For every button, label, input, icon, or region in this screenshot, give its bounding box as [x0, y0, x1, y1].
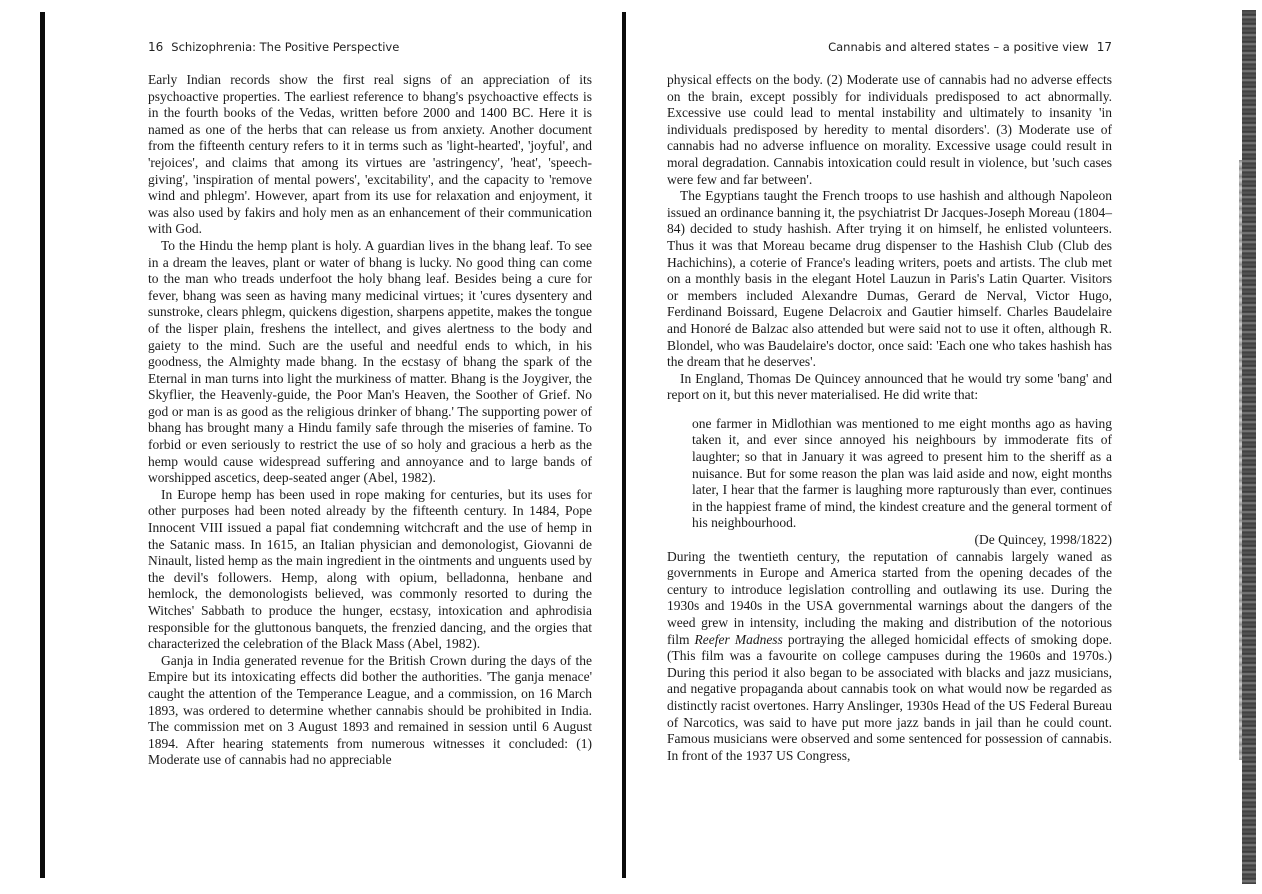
left-page — [0, 0, 625, 894]
left-paragraph-1: Early Indian records show the first real signs of an appreciation of its psychoactive properties. The earliest reference to bhang's psychoactive effects is in the fourth books of the Vedas, written before 2000 and 1400 BC. Here it is named as one of the herbs that can release us from anxiety. Another document from the fifteenth century refers to it in terms such as 'light-hearted', 'joyful', and 'rejoices', and claims that among its virtues are 'astringency', 'heat', 'speech-giving', 'inspiration of mental powers', 'excitability', and the capacity to 'remove wind and phlegm'. However, apart from its use for relaxation and enjoyment, it was also used by fakirs and holy men as an enhancement of their communication with God. — [148, 72, 592, 237]
right-paragraph-2: The Egyptians taught the French troops to use hashish and although Napoleon issued an ordinance banning it, the psychiatrist Dr Jacques-Joseph Moreau (1804–84) decided to study hashish. After trying it on himself, he enlisted volunteers. Thus it was that Moreau became drug dispenser to the Hashish Club (Club des Hachichins), a coterie of France's leading writers, poets and artists. The club met on a monthly basis in the elegant Hotel Lauzun in Paris's Latin Quarter. Visitors or members included Alexandre Dumas, Gerard de Nerval, Victor Hugo, Ferdinand Boissard, Eugene Delacroix and Gautier himself. Charles Baudelaire and Honoré de Balzac also attended but were said not to use it often, although R. Blondel, who was Baudelaire's doctor, once said: 'Each one who takes hashish has the dream that he deserves'. — [667, 188, 1112, 370]
left-page-number: 16 — [148, 40, 164, 54]
film-title: Reefer Madness — [694, 631, 783, 647]
left-running-title: Schizophrenia: The Positive Perspective — [171, 40, 400, 54]
right-text-column — [667, 72, 1112, 764]
right-page-number: 17 — [1096, 40, 1112, 54]
paragraph-4-end: portraying the alleged homicidal effects of smoking dope. (This film was a favourite on college campuses during the 1960s and 1970s.) During this period it also began to be associated with blacks and jazz musicians, and negative propaganda about cannabis took on what would now be regarded as distinctly racist overtones. Harry Anslinger, 1930s Head of the US Federal Bureau of Narcotics, was said to have put more jazz bands in jail than he could count. Famous musicians were observed and some sentenced for possession of cannabis. In front of the 1937 US Congress, — [667, 631, 1112, 763]
right-paragraph-4 — [667, 549, 1112, 765]
left-paragraph-4: Ganja in India generated revenue for the British Crown during the days of the Empire but its intoxicating effects did bother the authorities. 'The ganja menace' caught the attention of the Temperance League, and a commission, on 16 March 1893, was ordered to determine whether cannabis should be prohibited in India. The commission met on 3 August 1893 and remained in session until 6 August 1894. After hearing statements from numerous witnesses it concluded: (1) Moderate use of cannabis had no appreciable — [148, 652, 592, 768]
right-paragraph-1: physical effects on the body. (2) Moderate use of cannabis had no adverse effects on the brain, except possibly for individuals predisposed to act abnormally. Excessive use could lead to mental instability and ultimately to insanity 'in individuals predisposed by heredity to mental disorders'. (3) Moderate use of cannabis had no adverse influence on morality. Excessive usage could result in moral degradation. Cannabis intoxication could result in violence, but 'such cases were few and far between'. — [667, 72, 1112, 187]
right-page — [625, 0, 1262, 894]
left-paragraph-2: To the Hindu the hemp plant is holy. A guardian lives in the bhang leaf. To see in a dream the leaves, plant or water of bhang is lucky. No good thing can come to the man who treads underfoot the holy bhang leaf. Besides being a cure for fever, bhang was seen as having many medicinal virtues; it 'cures dysentery and sunstroke, clears phlegm, quickens digestion, sharpens appetite, makes the tongue of the lisper plain, freshens the intellect, and gives alertness to the body and gaiety to the mind. Such are the useful and needful ends to which, in his goodness, the Almighty made bhang. In the ecstasy of bhang the spark of the Eternal in man turns into light the murkiness of matter. Bhang is the Joygiver, the Skyflier, the Heavenly-guide, the Poor Man's Heaven, the Soother of Grief. No god or man is as good as the religious drinker of bhang.' The supporting power of bhang has brought many a Hindu family safe through the miseries of famine. To forbid or even seriously to restrict the use of so holy and gracious a herb as the hemp would cause widespread suffering and annoyance and to large bands of worshipped ascetics, deep-seated anger (Abel, 1982). — [148, 237, 592, 486]
right-paragraph-3: In England, Thomas De Quincey announced that he would try some 'bang' and report on it, but this never materialised. He did write that: — [667, 370, 1112, 403]
paragraph-4-start: During the twentieth century, the reputation of cannabis largely waned as governments in Europe and America started from the opening decades of the century to introduce legislation controlling and outlawing its use. During the 1930s and 1940s in the USA governmental warnings about the dangers of the weed grew in intensity, including the making and distribution of the notorious film — [667, 548, 1112, 647]
right-running-title: Cannabis and altered states – a positive view — [828, 40, 1089, 54]
right-scan-edge-speckle — [1239, 160, 1242, 760]
right-scan-edge — [1242, 10, 1256, 884]
right-page-header — [667, 40, 1112, 58]
left-scan-edge — [40, 12, 45, 878]
left-paragraph-3: In Europe hemp has been used in rope making for centuries, but its uses for other purposes had been noted already by the fifteenth century. In 1484, Pope Innocent VIII issued a papal fiat condemning witchcraft and the use of hemp in the Satanic mass. In 1615, an Italian physician and demonologist, Giovanni de Ninault, listed hemp as the main ingredient in the ointments and unguents used by the devil's followers. Hemp, along with opium, belladonna, henbane and hemlock, the demonologists believed, was commonly resorted to during the Witches' Sabbath to produce the hunger, ecstasy, intoxication and aphrodisia responsible for the gluttonous banquets, the frenzied dancing, and the orgies that characterized the celebration of the Black Mass (Abel, 1982). — [148, 486, 592, 652]
left-page-header — [148, 40, 592, 58]
left-text-column — [148, 72, 592, 769]
block-quote — [692, 416, 1112, 549]
quote-citation: (De Quincey, 1998/1822) — [974, 532, 1112, 548]
block-quote-text: one farmer in Midlothian was mentioned to me eight months ago as having taken it, and ever since annoyed his neighbours by immoderate fits of laughter; so that in January it was agreed to present him to the sheriff as a nuisance. But for some reason the plan was laid aside and now, eight months later, I hear that the farmer is laughing more rapturously than ever, continues in the happiest frame of mind, the kindest creature and the general torment of his neighbourhood. — [692, 415, 1112, 531]
